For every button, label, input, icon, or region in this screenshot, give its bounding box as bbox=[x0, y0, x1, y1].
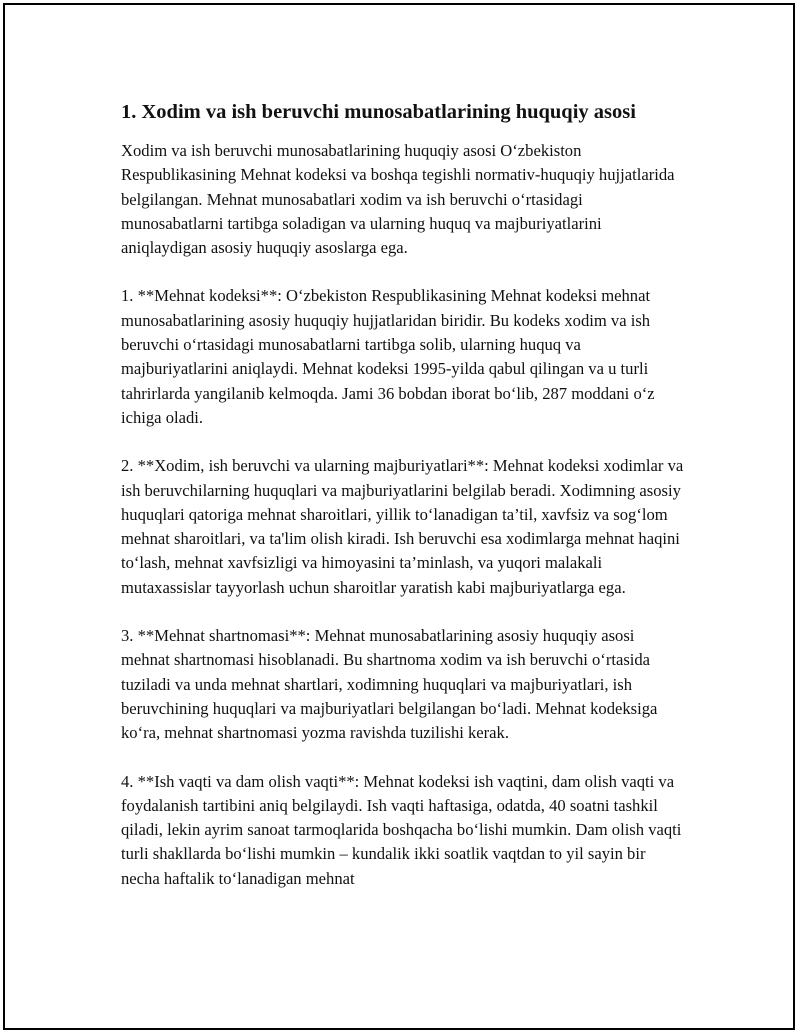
document-title: 1. Xodim va ish beruvchi munosabatlarining huquqiy asosi bbox=[121, 101, 636, 123]
paragraph-intro: Xodim va ish beruvchi munosabatlarining huquqiy asosi O‘zbekiston Respublikasining Mehnat kodeksi va boshqa tegishli normativ-huquqiy hujjatlarida belgilangan. Mehnat munosabatlari xodim va ish beruvchi o‘rtasidagi munosabatlarni tartibga soladigan va ularning huquq va majburiyatlarini aniqlaydigan asosiy huquqiy asoslarga ega. bbox=[121, 141, 675, 258]
paragraph-mehnat-shartnomasi: 3. **Mehnat shartnomasi**: Mehnat munosabatlarining asosiy huquqiy asosi mehnat shartnomasi hisoblanadi. Bu shartnoma xodim va ish beruvchi o‘rtasida tuziladi va unda mehnat shartlari, xodimning huquqlari va majburiyatlari, ish beruvchining huquqlari va majburiyatlari belgilangan bo‘ladi. Mehnat kodeksiga ko‘ra, mehnat shartnomasi yozma ravishda tuzilishi kerak. bbox=[121, 626, 658, 743]
paragraph-majburiyatlar: 2. **Xodim, ish beruvchi va ularning majburiyatlari**: Mehnat kodeksi xodimlar va ish beruvchilarning huquqlari va majburiyatlarini belgilab beradi. Xodimning asosiy huquqlari qatoriga mehnat sharoitlari, yillik to‘lanadigan ta’til, xavfsiz va sog‘lom mehnat sharoitlari, va ta'lim olish kiradi. Ish beruvchi esa xodimlarga mehnat haqini to‘lash, mehnat xavfsizligi va himoyasini ta’minlash, va yuqori malakali mutaxassislar tayyorlash uchun sharoitlar yaratish kabi majburiyatlarga ega. bbox=[121, 456, 684, 597]
document-body bbox=[121, 97, 685, 915]
page-frame bbox=[3, 3, 795, 1030]
paragraph-ish-vaqti: 4. **Ish vaqti va dam olish vaqti**: Mehnat kodeksi ish vaqtini, dam olish vaqti va foydalanish tartibini aniq belgilaydi. Ish vaqti haftasiga, odatda, 40 soatni tashkil qiladi, lekin ayrim sanoat tarmoqlarida boshqacha bo‘lishi mumkin. Dam olish vaqti turli shakllarda bo‘lishi mumkin – kundalik ikki soatlik vaqtdan to yil sayin bir necha haftalik to‘lanadigan mehnat bbox=[121, 771, 682, 888]
paragraph-mehnat-kodeksi: 1. **Mehnat kodeksi**: O‘zbekiston Respublikasining Mehnat kodeksi mehnat munosabatlarining asosiy huquqiy hujjatlaridan biridir. Bu kodeks xodim va ish beruvchi o‘rtasidagi munosabatlarni tartibga solib, ularning huquq va majburiyatlarini aniqlaydi. Mehnat kodeksi 1995-yilda qabul qilingan va u turli tahrirlarda yangilanib kelmoqda. Jami 36 bobdan iborat bo‘lib, 287 moddani o‘z ichiga oladi. bbox=[121, 286, 655, 427]
